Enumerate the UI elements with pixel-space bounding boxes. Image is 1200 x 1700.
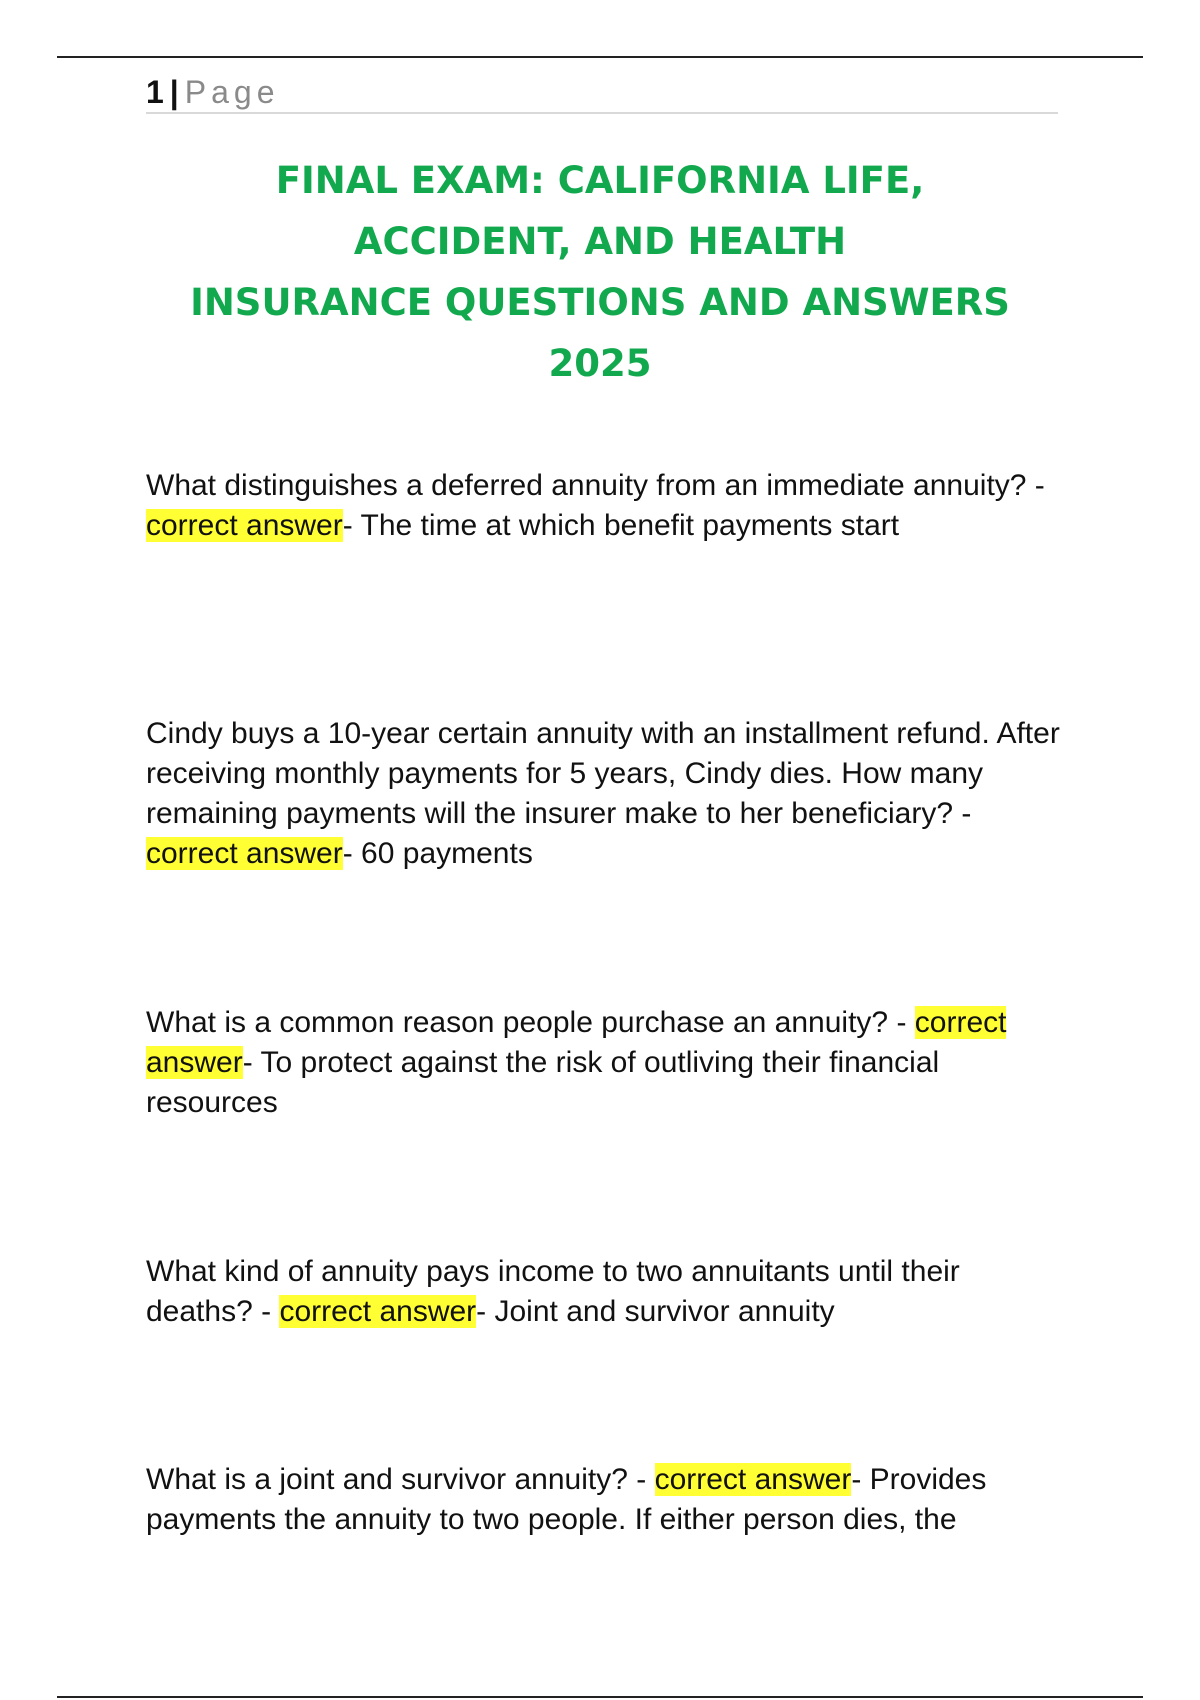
page-header [146,72,1058,114]
answer-highlight: correct answer [146,1006,1007,1079]
answer-text: - 60 payments [342,837,533,870]
qa-item [146,1252,1066,1332]
title-line: ACCIDENT, AND HEALTH [353,220,847,263]
title-line: 2025 [548,342,652,385]
answer-highlight: correct answer [146,837,343,870]
question-text: What distinguishes a deferred annuity from an immediate annuity? - [146,469,1045,502]
question-text: Cindy buys a 10-year certain annuity with an installment refund. After receiving monthly payments for 5 years, Cindy dies. How many remaining payments will the insurer make to her beneficiary? - [146,717,1060,830]
question-text: What is a common reason people purchase an annuity? - [146,1006,907,1039]
answer-highlight: correct answer [654,1463,852,1496]
bottom-rule [57,1696,1143,1698]
question-text: What kind of annuity pays income to two annuitants until their deaths? - [146,1255,960,1328]
page-separator: | [169,74,179,110]
page-number: 1 [146,74,164,110]
answer-text: - The time at which benefit payments start [342,509,900,542]
qa-item [146,1460,1066,1540]
answer-highlight: correct answer [279,1295,477,1328]
qa-item [146,714,1066,874]
answer-text: - Provides payments the annuity to two people. If either person dies, the [146,1463,987,1536]
document-title [130,150,1070,394]
page-label: Page [184,74,280,110]
title-line: FINAL EXAM: CALIFORNIA LIFE, [275,159,925,202]
qa-item [146,1003,1066,1123]
qa-item [146,466,1066,546]
answer-text: - Joint and survivor annuity [476,1295,835,1328]
answer-highlight: correct answer [146,509,343,542]
top-rule [57,56,1143,58]
title-line: INSURANCE QUESTIONS AND ANSWERS [190,281,1010,324]
question-text: What is a joint and survivor annuity? - [146,1463,647,1496]
answer-text: - To protect against the risk of outliving their financial resources [146,1046,940,1119]
